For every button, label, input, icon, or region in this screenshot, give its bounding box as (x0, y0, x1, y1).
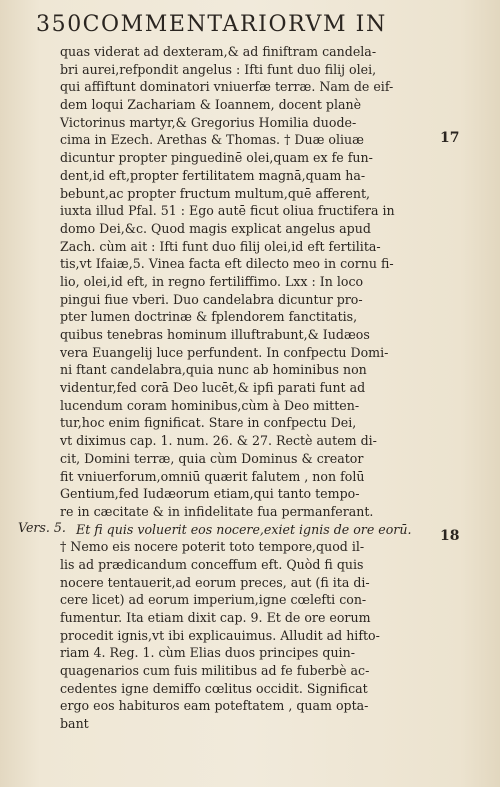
running-title: COMMENTARIORVM IN (82, 12, 387, 37)
text-line: cere licet) ad eorum imperium,igne cœlefti con- (60, 592, 367, 608)
text-line: vt diximus cap. 1. num. 26. & 27. Rectè autem di- (60, 433, 377, 449)
text-line: fit vniuerforum,omniū quærit falutem , non folū (60, 468, 365, 484)
text-line: † Nemo eis nocere poterit toto tempore,quod il- (60, 539, 365, 555)
margin-note-17: 17 (440, 130, 460, 146)
text-line: lis ad prædicandum conceffum eft. Quòd fi quis (60, 556, 364, 572)
text-line: pingui fiue vberi. Duo candelabra dicuntur pro- (60, 291, 363, 307)
text-line: lucendum coram hominibus,cùm à Deo mitten- (60, 397, 360, 413)
text-line: dicuntur propter pinguedinē olei,quam ex fe fun- (60, 150, 373, 166)
text-line: bebunt,ac propter fructum multum,quē afferent, (60, 185, 371, 201)
text-line: quibus tenebras hominum illuftrabunt,& Iudæos (60, 327, 370, 342)
text-line: tur,hoc enim fignificat. Stare in confpectu Dei, (60, 415, 357, 431)
text-line: iuxta illud Pfal. 51 : Ego autē ficut oliua fructifera in (60, 203, 395, 219)
page-header (36, 12, 466, 42)
text-line: videntur,fed corā Deo lucēt,& ipfi parati funt ad (60, 380, 366, 396)
text-line: cima in Ezech. Arethas & Thomas. † Duæ oliuæ (60, 132, 365, 148)
text-line: dent,id eft,propter fertilitatem magnā,quam ha- (60, 167, 366, 183)
margin-note-18: 18 (440, 528, 460, 544)
text-line: nocere tentauerit,ad eorum preces, aut (fi ita di- (60, 574, 370, 590)
text-line: Gentium,fed Iudæorum etiam,qui tanto tempo- (60, 486, 360, 502)
text-line: qui affiftunt dominatori vniuerfæ terræ. Nam de eif- (60, 79, 394, 95)
text-line: pter lumen doctrinæ & fplendorem fanctitatis, (60, 309, 358, 325)
text-line: procedit ignis,vt ibi explicauimus. Alludit ad hifto- (60, 627, 380, 643)
text-line: tis,vt Ifaiæ,5. Vinea facta eft dilecto meo in cornu fi- (60, 256, 394, 272)
text-line: ergo eos habituros eam poteftatem , quam opta- (60, 698, 369, 714)
text-line: fumentur. Ita etiam dixit cap. 9. Et de ore eorum (60, 610, 371, 625)
text-line: Zach. cùm ait : Ifti funt duo filij olei,id eft fertilita- (60, 238, 381, 254)
text-line: Et fi quis voluerit eos nocere,exiet ignis de ore eorū. (76, 521, 412, 537)
text-line: dem loqui Zachariam & Ioannem, docent planè (60, 97, 362, 113)
text-line: Victorinus martyr,& Gregorius Homilia duode- (60, 114, 357, 130)
text-line: riam 4. Reg. 1. cùm Elias duos principes quin- (60, 645, 355, 661)
text-line: bri aurei,refpondit angelus : Ifti funt duo filij olei, (60, 61, 377, 77)
text-line: cedentes igne demiffo cœlitus occidit. Significat (60, 680, 368, 696)
text-line: domo Dei,&c. Quod magis explicat angelus apud (60, 220, 371, 236)
text-line: quagenarios cum fuis militibus ad fe fuberbè ac- (60, 663, 370, 679)
text-line: ni ftant candelabra,quia nunc ab hominibus non (60, 362, 367, 378)
text-line: bant (60, 716, 89, 732)
page-body-text (60, 43, 434, 733)
margin-vers-label: Vers. 5. (18, 520, 66, 535)
text-line: quas viderat ad dexteram,& ad finiftram candela- (60, 44, 377, 59)
text-line: re in cæcitate & in infidelitate fua permanferant. (60, 503, 374, 519)
text-line: lio, olei,id eft, in regno fertiliffimo. Lxx : In loco (60, 273, 364, 289)
text-line: vera Euangelij luce perfundent. In confpectu Domi- (60, 344, 389, 360)
page-number: 350 (36, 12, 83, 37)
text-line: cit, Domini terræ, quia cùm Dominus & creator (60, 450, 364, 466)
